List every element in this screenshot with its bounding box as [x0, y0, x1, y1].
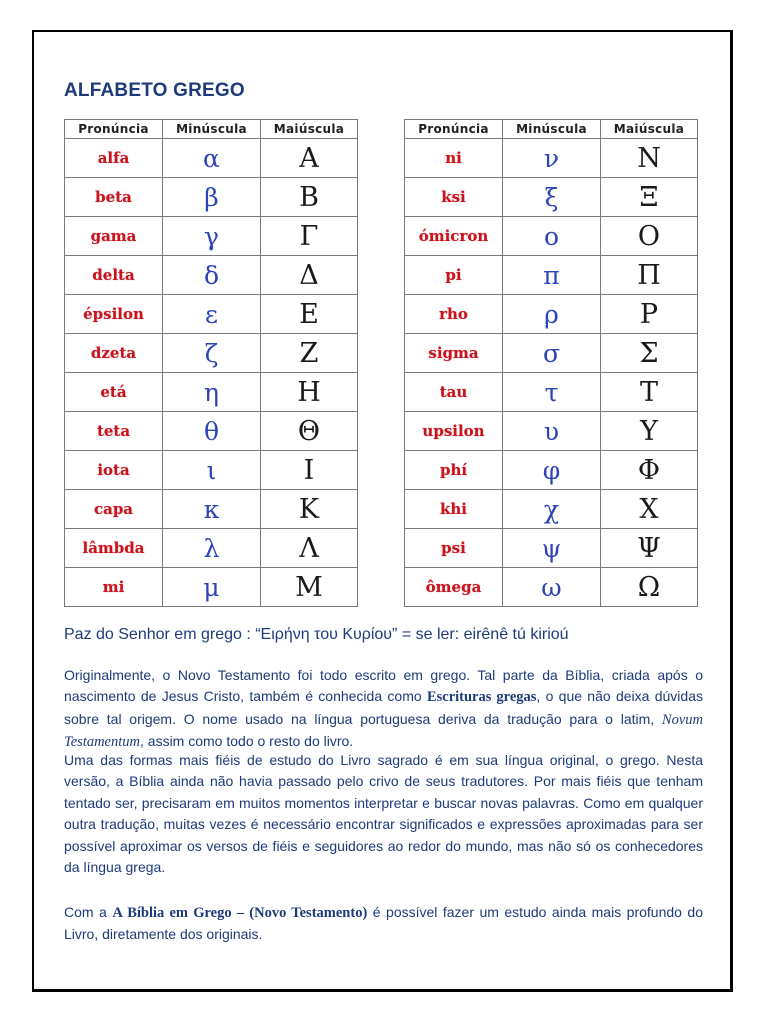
paragraph-translation: Uma das formas mais fiéis de estudo do Livro sagrado é em sua língua original, o grego. Nesta versão, a Bíblia ainda não havia passado pelo crivo de seus tradutores. Por mais fiéis que tenham tentado ser, precisaram em muitos momentos interpretar e buscar novas palavras. Como em qualquer outra tradução, muitas vezes é necessário encontrar significados e expressões aproximadas para ser possível aproximar os versos de fiéis e seguidores ao redor do mundo, mas não só os conhecedores da língua grega.: [64, 752, 703, 876]
header-maiuscula: Maiúscula: [261, 120, 358, 139]
page-title: ALFABETO GREGO: [64, 80, 245, 101]
table-row: [405, 490, 698, 529]
pronunciation-cell: mi: [65, 568, 163, 607]
uppercase-letter-cell: Φ: [601, 451, 698, 490]
table-row: [65, 568, 358, 607]
table-row: [405, 529, 698, 568]
p1-italic-term: Novum Testamentum: [64, 711, 703, 751]
greeting-caption: Paz do Senhor em grego : “Ειρήνη του Κυρίου” = se ler: eirênê tú kiriоú: [64, 626, 569, 643]
pronunciation-cell: beta: [65, 178, 163, 217]
uppercase-letter-cell: Ι: [261, 451, 358, 490]
lowercase-letter-cell: ω: [503, 568, 601, 607]
pronunciation-cell: rho: [405, 295, 503, 334]
table-row: [65, 256, 358, 295]
table-row: [405, 256, 698, 295]
pronunciation-cell: iota: [65, 451, 163, 490]
p1-text-a: Originalmente, o Novo Testamento foi todo escrito em grego. Tal parte da Bíblia, criada após o nascimento de Jesus Cristo, também é conhecida como: [64, 667, 703, 705]
header-maiuscula: Maiúscula: [601, 120, 698, 139]
table-row: [65, 295, 358, 334]
pronunciation-cell: gama: [65, 217, 163, 256]
pronunciation-cell: épsilon: [65, 295, 163, 334]
pronunciation-cell: alfa: [65, 139, 163, 178]
table-row: [405, 568, 698, 607]
table-row: [65, 412, 358, 451]
p3-text-a: Com a: [64, 904, 113, 920]
pronunciation-cell: khi: [405, 490, 503, 529]
pronunciation-cell: upsilon: [405, 412, 503, 451]
table-row: [65, 490, 358, 529]
header-pronuncia: Pronúncia: [405, 120, 503, 139]
uppercase-letter-cell: Α: [261, 139, 358, 178]
pronunciation-cell: etá: [65, 373, 163, 412]
uppercase-letter-cell: Θ: [261, 412, 358, 451]
table-header-row: [65, 120, 358, 139]
uppercase-letter-cell: Ρ: [601, 295, 698, 334]
paragraph-study: [64, 902, 703, 946]
p1-text-e: , assim como todo o resto do livro.: [140, 733, 354, 750]
table-row: [405, 178, 698, 217]
pronunciation-cell: teta: [65, 412, 163, 451]
uppercase-letter-cell: Λ: [261, 529, 358, 568]
pronunciation-cell: lâmbda: [65, 529, 163, 568]
uppercase-letter-cell: Σ: [601, 334, 698, 373]
table-row: [65, 373, 358, 412]
lowercase-letter-cell: ρ: [503, 295, 601, 334]
pronunciation-cell: sigma: [405, 334, 503, 373]
lowercase-letter-cell: λ: [163, 529, 261, 568]
lowercase-letter-cell: χ: [503, 490, 601, 529]
lowercase-letter-cell: ε: [163, 295, 261, 334]
lowercase-letter-cell: τ: [503, 373, 601, 412]
uppercase-letter-cell: Ω: [601, 568, 698, 607]
table-row: [65, 217, 358, 256]
pronunciation-cell: delta: [65, 256, 163, 295]
lowercase-letter-cell: ζ: [163, 334, 261, 373]
uppercase-letter-cell: Ξ: [601, 178, 698, 217]
table-row: [405, 412, 698, 451]
uppercase-letter-cell: Υ: [601, 412, 698, 451]
table-row: [65, 139, 358, 178]
pronunciation-cell: phí: [405, 451, 503, 490]
lowercase-letter-cell: π: [503, 256, 601, 295]
pronunciation-cell: ksi: [405, 178, 503, 217]
p1-bold-term: Escrituras gregas: [426, 689, 537, 706]
header-pronuncia: Pronúncia: [65, 120, 163, 139]
pronunciation-cell: ni: [405, 139, 503, 178]
table-row: [405, 373, 698, 412]
lowercase-letter-cell: υ: [503, 412, 601, 451]
uppercase-letter-cell: Ν: [601, 139, 698, 178]
lowercase-letter-cell: φ: [503, 451, 601, 490]
uppercase-letter-cell: Τ: [601, 373, 698, 412]
table-row: [405, 217, 698, 256]
uppercase-letter-cell: Ο: [601, 217, 698, 256]
table-row: [405, 451, 698, 490]
pronunciation-cell: psi: [405, 529, 503, 568]
lowercase-letter-cell: δ: [163, 256, 261, 295]
paragraph-origin: [64, 665, 703, 754]
lowercase-letter-cell: β: [163, 178, 261, 217]
pronunciation-cell: dzeta: [65, 334, 163, 373]
pronunciation-cell: pi: [405, 256, 503, 295]
lowercase-letter-cell: ν: [503, 139, 601, 178]
pronunciation-cell: tau: [405, 373, 503, 412]
uppercase-letter-cell: Ψ: [601, 529, 698, 568]
p3-bold-title: A Bíblia em Grego – (Novo Testamento): [112, 905, 368, 921]
table-row: [65, 334, 358, 373]
uppercase-letter-cell: Χ: [601, 490, 698, 529]
table-row: [405, 295, 698, 334]
pronunciation-cell: ômega: [405, 568, 503, 607]
p1-text-c: , o que não deixa dúvidas sobre tal origem. O nome usado na língua portuguesa deriva da tradução para o latim,: [64, 688, 703, 727]
uppercase-letter-cell: Γ: [261, 217, 358, 256]
table-row: [65, 451, 358, 490]
lowercase-letter-cell: ο: [503, 217, 601, 256]
lowercase-letter-cell: ξ: [503, 178, 601, 217]
uppercase-letter-cell: Κ: [261, 490, 358, 529]
lowercase-letter-cell: γ: [163, 217, 261, 256]
uppercase-letter-cell: Β: [261, 178, 358, 217]
uppercase-letter-cell: Π: [601, 256, 698, 295]
table-row: [65, 529, 358, 568]
lowercase-letter-cell: ι: [163, 451, 261, 490]
lowercase-letter-cell: θ: [163, 412, 261, 451]
header-minuscula: Minúscula: [503, 120, 601, 139]
p3-text-c: é possível fazer um estudo ainda mais profundo do Livro, diretamente dos originais.: [64, 904, 704, 943]
table-row: [405, 139, 698, 178]
header-minuscula: Minúscula: [163, 120, 261, 139]
lowercase-letter-cell: μ: [163, 568, 261, 607]
lowercase-letter-cell: η: [163, 373, 261, 412]
pronunciation-cell: capa: [65, 490, 163, 529]
table-row: [405, 334, 698, 373]
uppercase-letter-cell: Μ: [261, 568, 358, 607]
uppercase-letter-cell: Ζ: [261, 334, 358, 373]
uppercase-letter-cell: Δ: [261, 256, 358, 295]
pronunciation-cell: ómicron: [405, 217, 503, 256]
lowercase-letter-cell: κ: [163, 490, 261, 529]
lowercase-letter-cell: α: [163, 139, 261, 178]
lowercase-letter-cell: ψ: [503, 529, 601, 568]
alphabet-table-left: [64, 119, 358, 607]
alphabet-table-right: [404, 119, 698, 607]
lowercase-letter-cell: σ: [503, 334, 601, 373]
uppercase-letter-cell: Η: [261, 373, 358, 412]
table-header-row: [405, 120, 698, 139]
uppercase-letter-cell: Ε: [261, 295, 358, 334]
table-row: [65, 178, 358, 217]
